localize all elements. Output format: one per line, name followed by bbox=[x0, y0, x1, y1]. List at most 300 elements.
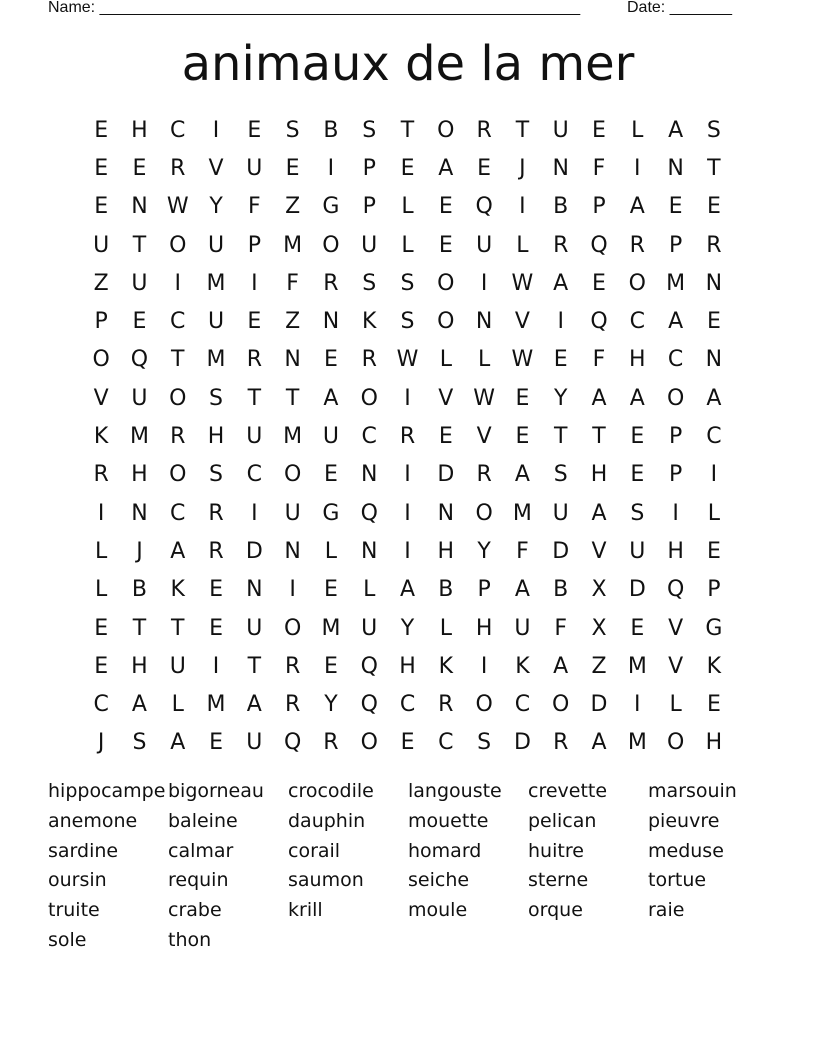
word-list-item: oursin bbox=[48, 869, 107, 892]
grid-letter: B bbox=[131, 577, 147, 603]
grid-letter: L bbox=[631, 117, 644, 143]
grid-letter: M bbox=[206, 270, 226, 296]
grid-letter: C bbox=[667, 347, 684, 373]
grid-letter: F bbox=[248, 194, 261, 220]
grid-letter: Z bbox=[591, 653, 607, 679]
grid-letter: S bbox=[400, 270, 415, 296]
grid-letter: A bbox=[170, 538, 186, 564]
grid-letter: O bbox=[475, 500, 493, 526]
grid-letter: R bbox=[706, 232, 722, 258]
grid-letter: S bbox=[477, 730, 492, 756]
grid-letter: V bbox=[476, 424, 492, 450]
grid-letter: H bbox=[590, 462, 608, 488]
grid-letter: M bbox=[283, 424, 303, 450]
grid-letter: M bbox=[206, 347, 226, 373]
grid-letter: E bbox=[706, 538, 721, 564]
grid-letter: O bbox=[322, 232, 340, 258]
grid-letter: W bbox=[396, 347, 419, 373]
grid-letter: R bbox=[629, 232, 645, 258]
word-list-item: pieuvre bbox=[648, 809, 720, 832]
grid-letter: V bbox=[591, 538, 607, 564]
grid-letter: F bbox=[592, 347, 606, 373]
grid-letter: H bbox=[131, 653, 148, 679]
grid-letter: L bbox=[324, 538, 338, 564]
grid-letter: R bbox=[284, 692, 301, 718]
grid-letter: R bbox=[399, 424, 416, 450]
word-list-item: thon bbox=[168, 928, 212, 951]
grid-letter: H bbox=[131, 462, 148, 488]
grid-letter: I bbox=[404, 462, 411, 488]
grid-letter: H bbox=[437, 538, 455, 564]
grid-letter: P bbox=[362, 155, 376, 181]
grid-letter: M bbox=[512, 500, 532, 526]
grid-letter: I bbox=[634, 155, 641, 181]
grid-letter: P bbox=[362, 194, 376, 220]
word-list-item: requin bbox=[168, 869, 229, 892]
grid-letter: T bbox=[553, 424, 568, 450]
grid-letter: O bbox=[169, 232, 187, 258]
grid-letter: L bbox=[171, 692, 184, 718]
grid-letter: U bbox=[207, 232, 225, 258]
word-list-item: sole bbox=[48, 928, 87, 951]
grid-letter: V bbox=[438, 385, 454, 411]
grid-letter: O bbox=[666, 730, 685, 756]
grid-letter: R bbox=[323, 730, 339, 756]
grid-letter: T bbox=[247, 653, 262, 679]
grid-letter: A bbox=[629, 385, 645, 411]
grid-letter: I bbox=[480, 653, 488, 679]
name-label: Name: ______________________________________________________ bbox=[48, 0, 581, 16]
word-list-item: hippocampe bbox=[48, 780, 166, 802]
grid-letter: O bbox=[666, 385, 685, 411]
grid-letter: A bbox=[438, 155, 454, 181]
date-label: Date: _______ bbox=[627, 0, 732, 16]
grid-letter: S bbox=[706, 117, 721, 143]
grid-letter: I bbox=[97, 500, 105, 526]
grid-letter: I bbox=[480, 270, 488, 296]
letter-grid bbox=[82, 111, 733, 762]
grid-letter: I bbox=[519, 194, 526, 220]
grid-letter: E bbox=[515, 424, 530, 450]
grid-letter: U bbox=[131, 385, 148, 411]
grid-letter: R bbox=[284, 653, 301, 679]
grid-letter: E bbox=[323, 462, 338, 488]
grid-letter: S bbox=[362, 270, 377, 296]
grid-letter: T bbox=[400, 117, 415, 143]
grid-letter: Z bbox=[285, 309, 301, 335]
grid-letter: I bbox=[404, 385, 411, 411]
grid-letter: E bbox=[477, 155, 492, 181]
grid-letter: A bbox=[131, 692, 147, 718]
grid-letter: F bbox=[554, 615, 568, 641]
grid-letter: H bbox=[667, 538, 684, 564]
grid-letter: D bbox=[552, 538, 570, 564]
grid-letter: I bbox=[404, 538, 411, 564]
grid-letter: G bbox=[322, 500, 340, 526]
grid-letter: W bbox=[511, 270, 534, 296]
word-list bbox=[48, 777, 768, 956]
grid-letter: E bbox=[247, 309, 262, 335]
grid-letter: R bbox=[170, 424, 186, 450]
grid-letter: L bbox=[669, 692, 682, 718]
grid-letter: R bbox=[170, 155, 186, 181]
grid-letter: S bbox=[400, 309, 415, 335]
grid-letter: Z bbox=[93, 270, 109, 296]
grid-letter: G bbox=[322, 194, 340, 220]
grid-letter: I bbox=[289, 577, 296, 603]
grid-letter: E bbox=[400, 730, 415, 756]
grid-letter: R bbox=[476, 462, 492, 488]
grid-letter: H bbox=[399, 653, 416, 679]
grid-letter: C bbox=[246, 462, 263, 488]
grid-letter: I bbox=[212, 117, 220, 143]
grid-letter: I bbox=[251, 500, 258, 526]
word-list-item: meduse bbox=[648, 839, 724, 862]
grid-letter: H bbox=[629, 347, 646, 373]
grid-letter: J bbox=[519, 155, 526, 181]
grid-letter: S bbox=[630, 500, 645, 526]
grid-letter: E bbox=[438, 232, 453, 258]
grid-letter: C bbox=[706, 424, 722, 450]
grid-letter: G bbox=[705, 615, 723, 641]
grid-letter: N bbox=[360, 462, 378, 488]
grid-letter: C bbox=[361, 424, 377, 450]
grid-letter: C bbox=[170, 309, 186, 335]
word-list-item: calmar bbox=[168, 839, 234, 862]
grid-letter: I bbox=[404, 500, 411, 526]
grid-letter: T bbox=[592, 424, 606, 450]
grid-letter: I bbox=[212, 653, 220, 679]
grid-letter: U bbox=[322, 424, 339, 450]
grid-letter: F bbox=[286, 270, 299, 296]
word-list-item: saumon bbox=[288, 869, 364, 892]
grid-letter: R bbox=[553, 232, 569, 258]
word-list-item: seiche bbox=[408, 869, 470, 892]
grid-letter: E bbox=[132, 155, 147, 181]
grid-letter: Q bbox=[283, 730, 302, 756]
grid-letter: D bbox=[513, 730, 531, 756]
grid-letter: T bbox=[132, 232, 147, 258]
grid-letter: E bbox=[94, 117, 109, 143]
grid-letter: N bbox=[475, 309, 493, 335]
word-list-item: tortue bbox=[648, 869, 707, 892]
grid-letter: E bbox=[209, 730, 223, 756]
grid-letter: Q bbox=[666, 577, 685, 603]
grid-letter: K bbox=[438, 653, 454, 679]
grid-letter: E bbox=[323, 577, 338, 603]
word-list-item: sardine bbox=[48, 839, 119, 862]
grid-letter: T bbox=[515, 117, 530, 143]
grid-letter: H bbox=[207, 424, 225, 450]
word-list-item: krill bbox=[288, 899, 323, 922]
grid-letter: E bbox=[438, 424, 453, 450]
word-list-item: sterne bbox=[528, 869, 589, 892]
grid-letter: O bbox=[360, 730, 378, 756]
grid-letter: C bbox=[170, 500, 186, 526]
grid-letter: P bbox=[592, 194, 606, 220]
grid-letter: X bbox=[591, 577, 607, 603]
grid-letter: E bbox=[706, 194, 721, 220]
word-list-item: orque bbox=[528, 899, 583, 922]
grid-letter: P bbox=[668, 424, 683, 450]
grid-letter: K bbox=[93, 424, 109, 450]
grid-letter: N bbox=[437, 500, 455, 526]
grid-letter: E bbox=[553, 347, 568, 373]
grid-letter: M bbox=[129, 424, 149, 450]
grid-letter: V bbox=[208, 155, 224, 181]
grid-letter: V bbox=[93, 385, 109, 411]
grid-letter: Q bbox=[590, 232, 608, 258]
grid-letter: Y bbox=[553, 385, 568, 411]
grid-letter: O bbox=[92, 347, 110, 373]
grid-letter: O bbox=[360, 385, 378, 411]
grid-letter: W bbox=[166, 194, 189, 220]
grid-letter: A bbox=[591, 500, 607, 526]
grid-letter: N bbox=[131, 194, 148, 220]
grid-letter: L bbox=[477, 347, 491, 373]
grid-letter: D bbox=[245, 538, 263, 564]
grid-letter: C bbox=[514, 692, 531, 718]
grid-letter: Y bbox=[400, 615, 415, 641]
page-title: animaux de la mer bbox=[181, 36, 635, 92]
grid-letter: B bbox=[553, 194, 569, 220]
word-list-item: huitre bbox=[528, 839, 584, 862]
grid-letter: E bbox=[668, 194, 683, 220]
grid-letter: E bbox=[630, 424, 645, 450]
grid-letter: I bbox=[672, 500, 679, 526]
word-list-item: crocodile bbox=[288, 780, 374, 802]
grid-letter: S bbox=[285, 117, 300, 143]
grid-letter: E bbox=[94, 653, 109, 679]
grid-letter: S bbox=[362, 117, 377, 143]
grid-letter: M bbox=[666, 270, 686, 296]
grid-letter: R bbox=[246, 347, 262, 373]
grid-letter: D bbox=[437, 462, 455, 488]
grid-letter: L bbox=[95, 538, 108, 564]
grid-letter: L bbox=[95, 577, 108, 603]
grid-letter: O bbox=[437, 309, 455, 335]
grid-letter: M bbox=[321, 615, 341, 641]
word-list-item: raie bbox=[648, 899, 685, 922]
grid-letter: E bbox=[285, 155, 300, 181]
grid-letter: A bbox=[668, 117, 684, 143]
grid-letter: E bbox=[630, 462, 645, 488]
grid-letter: A bbox=[591, 730, 607, 756]
grid-letter: T bbox=[132, 615, 147, 641]
grid-letter: U bbox=[169, 653, 186, 679]
grid-letter: P bbox=[477, 577, 491, 603]
grid-letter: P bbox=[707, 577, 721, 603]
grid-letter: P bbox=[94, 309, 108, 335]
grid-letter: I bbox=[174, 270, 181, 296]
grid-letter: R bbox=[361, 347, 377, 373]
grid-letter: P bbox=[668, 462, 683, 488]
grid-letter: E bbox=[400, 155, 415, 181]
grid-letter: O bbox=[552, 692, 570, 718]
grid-letter: N bbox=[131, 500, 148, 526]
grid-letter: E bbox=[706, 309, 721, 335]
grid-letter: E bbox=[209, 615, 223, 641]
grid-letter: Q bbox=[475, 194, 493, 220]
grid-letter: E bbox=[209, 577, 223, 603]
word-list-item: langouste bbox=[408, 780, 502, 802]
grid-letter: I bbox=[634, 692, 641, 718]
grid-letter: M bbox=[627, 730, 647, 756]
grid-letter: O bbox=[169, 385, 187, 411]
grid-letter: E bbox=[630, 615, 645, 641]
grid-letter: S bbox=[209, 385, 224, 411]
grid-letter: T bbox=[707, 155, 721, 181]
grid-letter: T bbox=[171, 615, 185, 641]
grid-letter: V bbox=[668, 653, 684, 679]
grid-letter: K bbox=[362, 309, 377, 335]
grid-letter: V bbox=[668, 615, 684, 641]
grid-letter: C bbox=[629, 309, 645, 335]
grid-letter: T bbox=[285, 385, 300, 411]
grid-letter: O bbox=[437, 270, 455, 296]
grid-letter: S bbox=[209, 462, 224, 488]
grid-letter: N bbox=[284, 538, 301, 564]
grid-letter: N bbox=[552, 155, 569, 181]
grid-letter: W bbox=[511, 347, 534, 373]
grid-letter: L bbox=[439, 615, 452, 641]
grid-letter: U bbox=[552, 500, 569, 526]
grid-letter: Y bbox=[477, 538, 491, 564]
grid-letter: K bbox=[515, 653, 530, 679]
grid-letter: E bbox=[515, 385, 530, 411]
grid-letter: R bbox=[208, 500, 224, 526]
grid-letter: U bbox=[361, 615, 378, 641]
grid-letter: P bbox=[668, 232, 683, 258]
word-list-item: marsouin bbox=[648, 780, 737, 802]
grid-letter: Q bbox=[590, 309, 608, 335]
grid-letter: A bbox=[323, 385, 339, 411]
grid-letter: R bbox=[553, 730, 569, 756]
grid-letter: Z bbox=[285, 194, 301, 220]
word-list-item: pelican bbox=[528, 809, 597, 832]
word-list-item: corail bbox=[288, 839, 341, 862]
grid-letter: L bbox=[516, 232, 529, 258]
grid-letter: U bbox=[207, 309, 225, 335]
grid-letter: Q bbox=[130, 347, 149, 373]
grid-letter: E bbox=[323, 653, 338, 679]
word-list-item: baleine bbox=[168, 809, 238, 832]
grid-letter: A bbox=[591, 385, 607, 411]
grid-letter: Q bbox=[360, 692, 378, 718]
grid-letter: W bbox=[473, 385, 495, 411]
grid-letter: E bbox=[94, 194, 109, 220]
grid-letter: E bbox=[438, 194, 453, 220]
grid-letter: U bbox=[93, 232, 110, 258]
grid-letter: J bbox=[97, 730, 105, 756]
grid-letter: I bbox=[327, 155, 335, 181]
word-list-item: bigorneau bbox=[168, 780, 264, 802]
grid-letter: A bbox=[246, 692, 262, 718]
grid-letter: I bbox=[251, 270, 258, 296]
grid-letter: S bbox=[132, 730, 147, 756]
grid-letter: E bbox=[132, 309, 147, 335]
grid-letter: H bbox=[131, 117, 148, 143]
grid-letter: U bbox=[284, 500, 301, 526]
word-list-item: crabe bbox=[168, 899, 222, 922]
grid-letter: U bbox=[629, 538, 646, 564]
grid-letter: U bbox=[361, 232, 378, 258]
grid-letter: L bbox=[363, 577, 376, 603]
grid-letter: E bbox=[592, 270, 606, 296]
grid-letter: N bbox=[246, 577, 263, 603]
grid-letter: P bbox=[247, 232, 261, 258]
grid-letter: U bbox=[246, 155, 263, 181]
grid-letter: N bbox=[705, 270, 723, 296]
grid-letter: O bbox=[283, 615, 302, 641]
grid-letter: U bbox=[514, 615, 531, 641]
grid-letter: Q bbox=[360, 500, 378, 526]
grid-letter: K bbox=[706, 653, 722, 679]
grid-letter: M bbox=[627, 653, 647, 679]
word-list-item: anemone bbox=[48, 809, 138, 832]
grid-letter: H bbox=[705, 730, 723, 756]
grid-letter: L bbox=[401, 194, 414, 220]
grid-letter: U bbox=[476, 232, 493, 258]
grid-letter: X bbox=[591, 615, 607, 641]
grid-letter: R bbox=[476, 117, 492, 143]
grid-letter: N bbox=[322, 309, 340, 335]
grid-letter: A bbox=[706, 385, 722, 411]
grid-letter: R bbox=[208, 538, 224, 564]
grid-letter: U bbox=[246, 615, 263, 641]
grid-letter: N bbox=[284, 347, 301, 373]
word-list-item: moule bbox=[408, 899, 468, 922]
grid-letter: M bbox=[283, 232, 303, 258]
grid-letter: C bbox=[399, 692, 416, 718]
grid-letter: F bbox=[516, 538, 529, 564]
grid-letter: Y bbox=[209, 194, 223, 220]
grid-letter: F bbox=[592, 155, 606, 181]
grid-letter: O bbox=[169, 462, 187, 488]
grid-letter: D bbox=[628, 577, 646, 603]
grid-letter: N bbox=[705, 347, 723, 373]
grid-letter: B bbox=[553, 577, 569, 603]
word-list-item: homard bbox=[408, 839, 482, 862]
grid-letter: B bbox=[323, 117, 339, 143]
word-list-item: mouette bbox=[408, 809, 489, 832]
grid-letter: H bbox=[475, 615, 493, 641]
grid-letter: O bbox=[437, 117, 455, 143]
grid-letter: U bbox=[131, 270, 148, 296]
grid-letter: T bbox=[171, 347, 185, 373]
grid-letter: N bbox=[667, 155, 684, 181]
grid-letter: S bbox=[553, 462, 568, 488]
grid-letter: M bbox=[206, 692, 226, 718]
grid-letter: T bbox=[247, 385, 262, 411]
grid-letter: A bbox=[629, 194, 645, 220]
grid-letter: K bbox=[170, 577, 185, 603]
grid-letter: O bbox=[628, 270, 646, 296]
grid-letter: L bbox=[707, 500, 721, 526]
grid-letter: O bbox=[283, 462, 302, 488]
grid-letter: R bbox=[323, 270, 339, 296]
grid-letter: E bbox=[323, 347, 338, 373]
grid-letter: L bbox=[401, 232, 414, 258]
grid-letter: N bbox=[360, 538, 378, 564]
grid-letter: A bbox=[553, 653, 569, 679]
grid-letter: V bbox=[514, 309, 530, 335]
grid-letter: E bbox=[247, 117, 262, 143]
grid-letter: Y bbox=[324, 692, 338, 718]
grid-letter: A bbox=[399, 577, 416, 603]
grid-letter: E bbox=[94, 155, 109, 181]
grid-letter: R bbox=[438, 692, 454, 718]
